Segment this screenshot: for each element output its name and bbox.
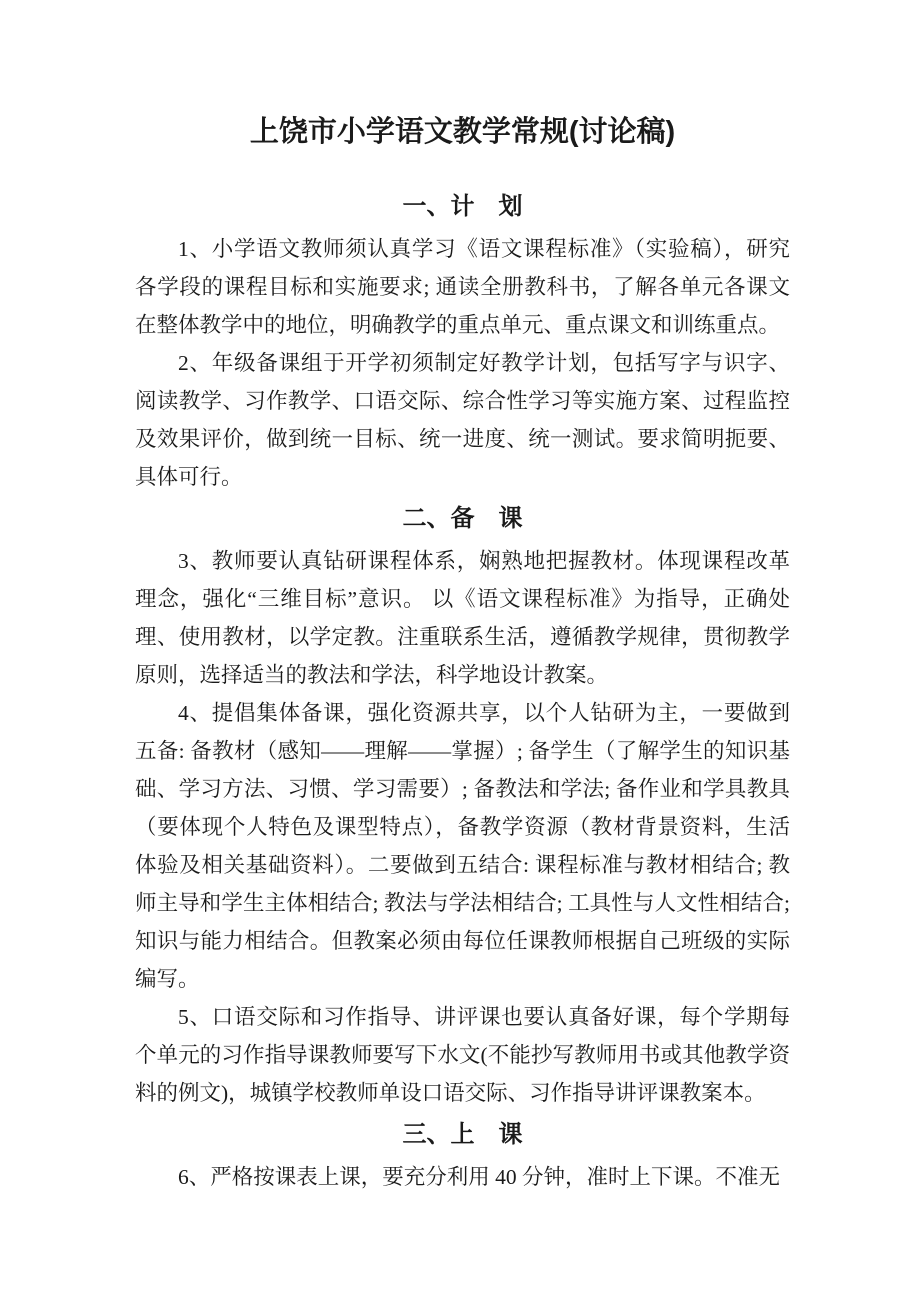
paragraph: 4、提倡集体备课，强化资源共享，以个人钻研为主，一要做到五备: 备教材（感知——理解——掌握）; 备学生（了解学生的知识基础、学习方法、习惯、学习需要）; 备教法和学法; 备作业和学具教具（要体现个人特色及课型特点），备教学资源（教材背景资料，生活体验及相关基础资料）。二要做到五结合: 课程标准与教材相结合; 教师主导和学生主体相结合; 教法与学法相结合; 工具性与人文性相结合; 知识与能力相结合。但教案必须由每位任课教师根据自己班级的实际编写。 bbox=[135, 701, 790, 991]
section-heading: 三、上 课 bbox=[402, 1122, 523, 1148]
paragraph: 2、年级备课组于开学初须制定好教学计划，包括写字与识字、阅读教学、习作教学、口语交际、综合性学习等实施方案、过程监控及效果评价，做到统一目标、统一进度、统一测试。要求简明扼要、具体可行。 bbox=[135, 351, 790, 489]
document-body bbox=[135, 188, 790, 1196]
paragraph: 1、小学语文教师须认真学习《语文课程标准》（实验稿），研究各学段的课程目标和实施要求; 通读全册教科书，了解各单元各课文在整体教学中的地位，明确教学的重点单元、重点课文和训练重点。 bbox=[135, 237, 790, 337]
paragraph: 3、教师要认真钻研课程体系，娴熟地把握教材。体现课程改革理念，强化“三维目标”意识。 以《语文课程标准》为指导，正确处理、使用教材，以学定教。注重联系生活，遵循教学规律，贯彻教学原则，选择适当的教法和学法，科学地设计教案。 bbox=[135, 549, 790, 687]
paragraph: 6、严格按课表上课，要充分利用 40 分钟，准时上下课。不准无 bbox=[178, 1165, 781, 1189]
paragraph: 5、口语交际和习作指导、讲评课也要认真备好课，每个学期每个单元的习作指导课教师要写下水文(不能抄写教师用书或其他教学资料的例文)，城镇学校教师单设口语交际、习作指导讲评课教案本。 bbox=[135, 1005, 790, 1105]
document-title: 上饶市小学语文教学常规(讨论稿) bbox=[249, 116, 676, 148]
section-heading: 二、备 课 bbox=[402, 506, 523, 532]
section-heading: 一、计 划 bbox=[402, 194, 523, 220]
